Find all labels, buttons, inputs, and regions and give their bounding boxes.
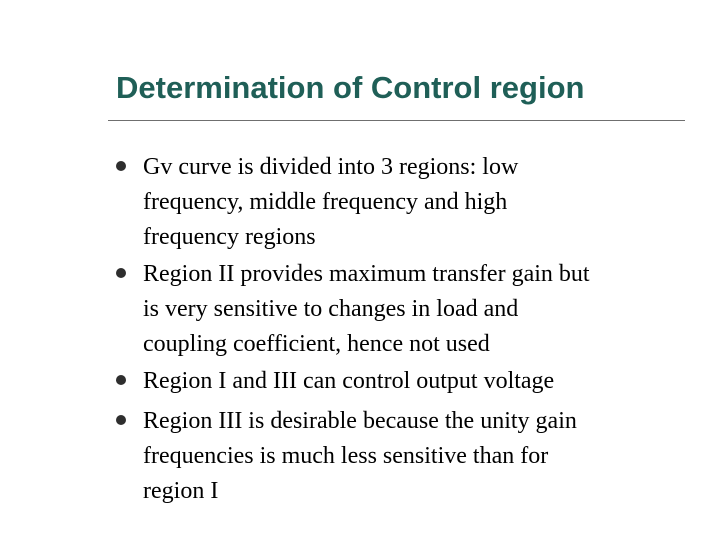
- bullet-dot-icon: [116, 415, 126, 425]
- bullet-text: Region I and III can control output voltage: [143, 368, 555, 394]
- slide-title: Determination of Control region: [116, 70, 585, 105]
- title-divider: [108, 120, 685, 121]
- bullet-dot-icon: [116, 375, 126, 385]
- bullet-text: Region II provides maximum transfer gain but is very sensitive to changes in load and coupling coefficient, hence not used: [143, 261, 590, 357]
- bullet-dot-icon: [116, 268, 126, 278]
- bullet-dot-icon: [116, 161, 126, 171]
- bullet-text: Gv curve is divided into 3 regions: low frequency, middle frequency and high frequency regions: [143, 154, 519, 250]
- bullet-text: Region III is desirable because the unity gain frequencies is much less sensitive than for region I: [143, 408, 577, 504]
